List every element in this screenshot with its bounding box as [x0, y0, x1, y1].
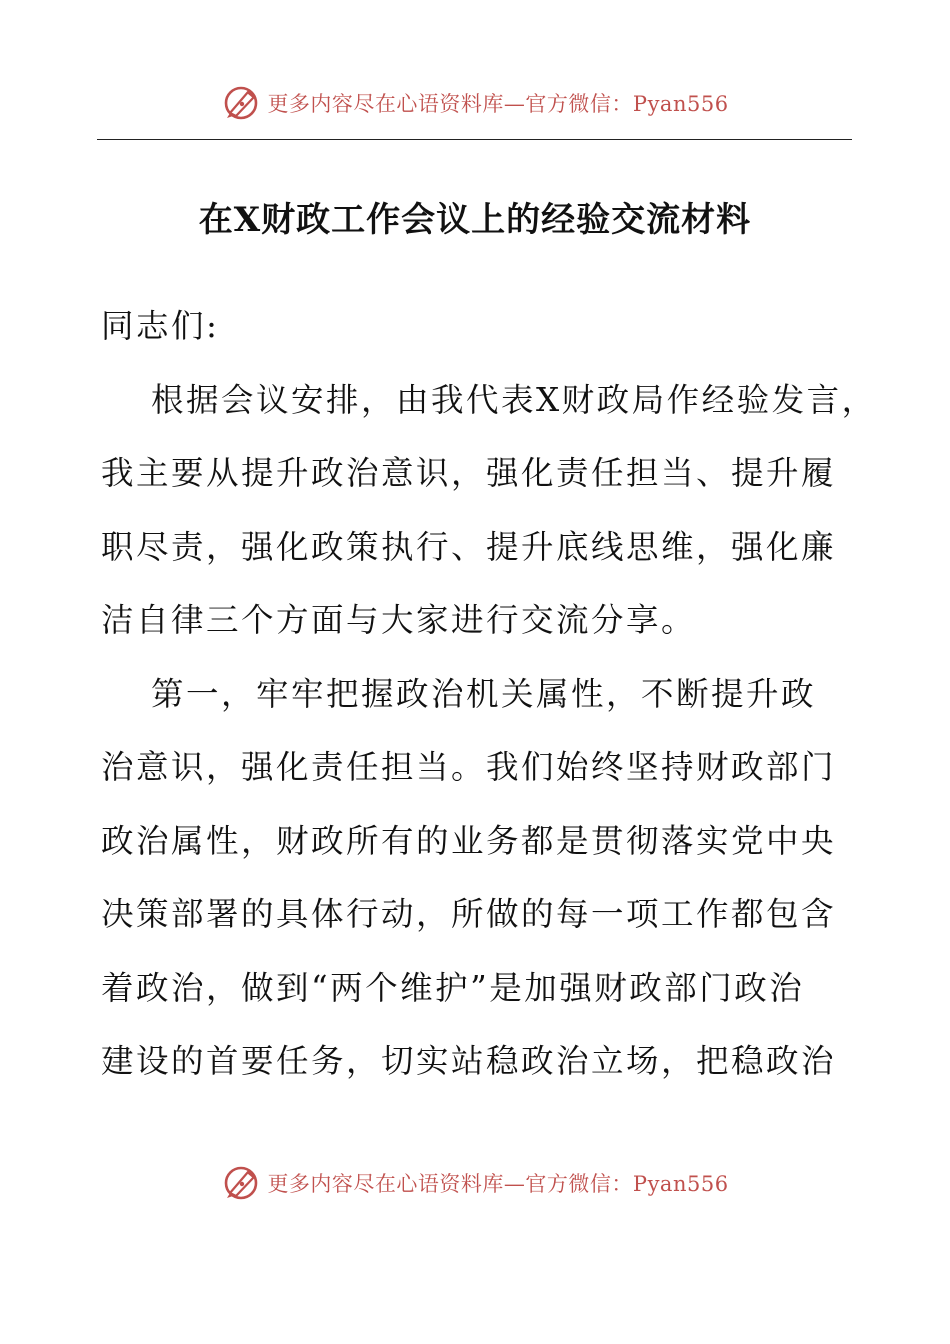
paragraph-line: 治意识，强化责任担当。我们始终坚持财政部门	[101, 748, 837, 786]
document-body	[101, 290, 877, 1099]
pen-nib-logo-icon	[221, 83, 261, 123]
header-banner-text: 更多内容尽在心语资料库—官方微信：Pyan556	[267, 92, 729, 116]
pen-nib-logo-icon	[221, 1163, 261, 1203]
paragraph-line: 第一，牢牢把握政治机关属性，不断提升政	[151, 674, 817, 713]
paragraph-line: 职尽责，强化政策执行、提升底线思维，强化廉	[101, 527, 837, 566]
paragraph-line: 我主要从提升政治意识，强化责任担当、提升履	[101, 454, 837, 492]
paragraph-line: 政治属性，财政所有的业务都是贯彻落实党中央	[101, 821, 837, 860]
header-banner	[0, 78, 950, 128]
paragraph-line: 决策部署的具体行动，所做的每一项工作都包含	[101, 895, 837, 933]
salutation: 同志们:	[101, 307, 220, 345]
paragraph-line: 着政治，做到“两个维护”是加强财政部门政治	[101, 968, 805, 1007]
header-divider	[97, 139, 852, 140]
document-title: 在X财政工作会议上的经验交流材料	[198, 200, 752, 240]
paragraph-line: 建设的首要任务，切实站稳政治立场，把稳政治	[101, 1042, 837, 1080]
paragraph-line: 根据会议安排，由我代表X财政局作经验发言，	[151, 380, 877, 419]
footer-banner-text: 更多内容尽在心语资料库—官方微信：Pyan556	[267, 1172, 729, 1196]
footer-banner	[0, 1158, 950, 1208]
paragraph-line: 洁自律三个方面与大家进行交流分享。	[101, 601, 697, 639]
